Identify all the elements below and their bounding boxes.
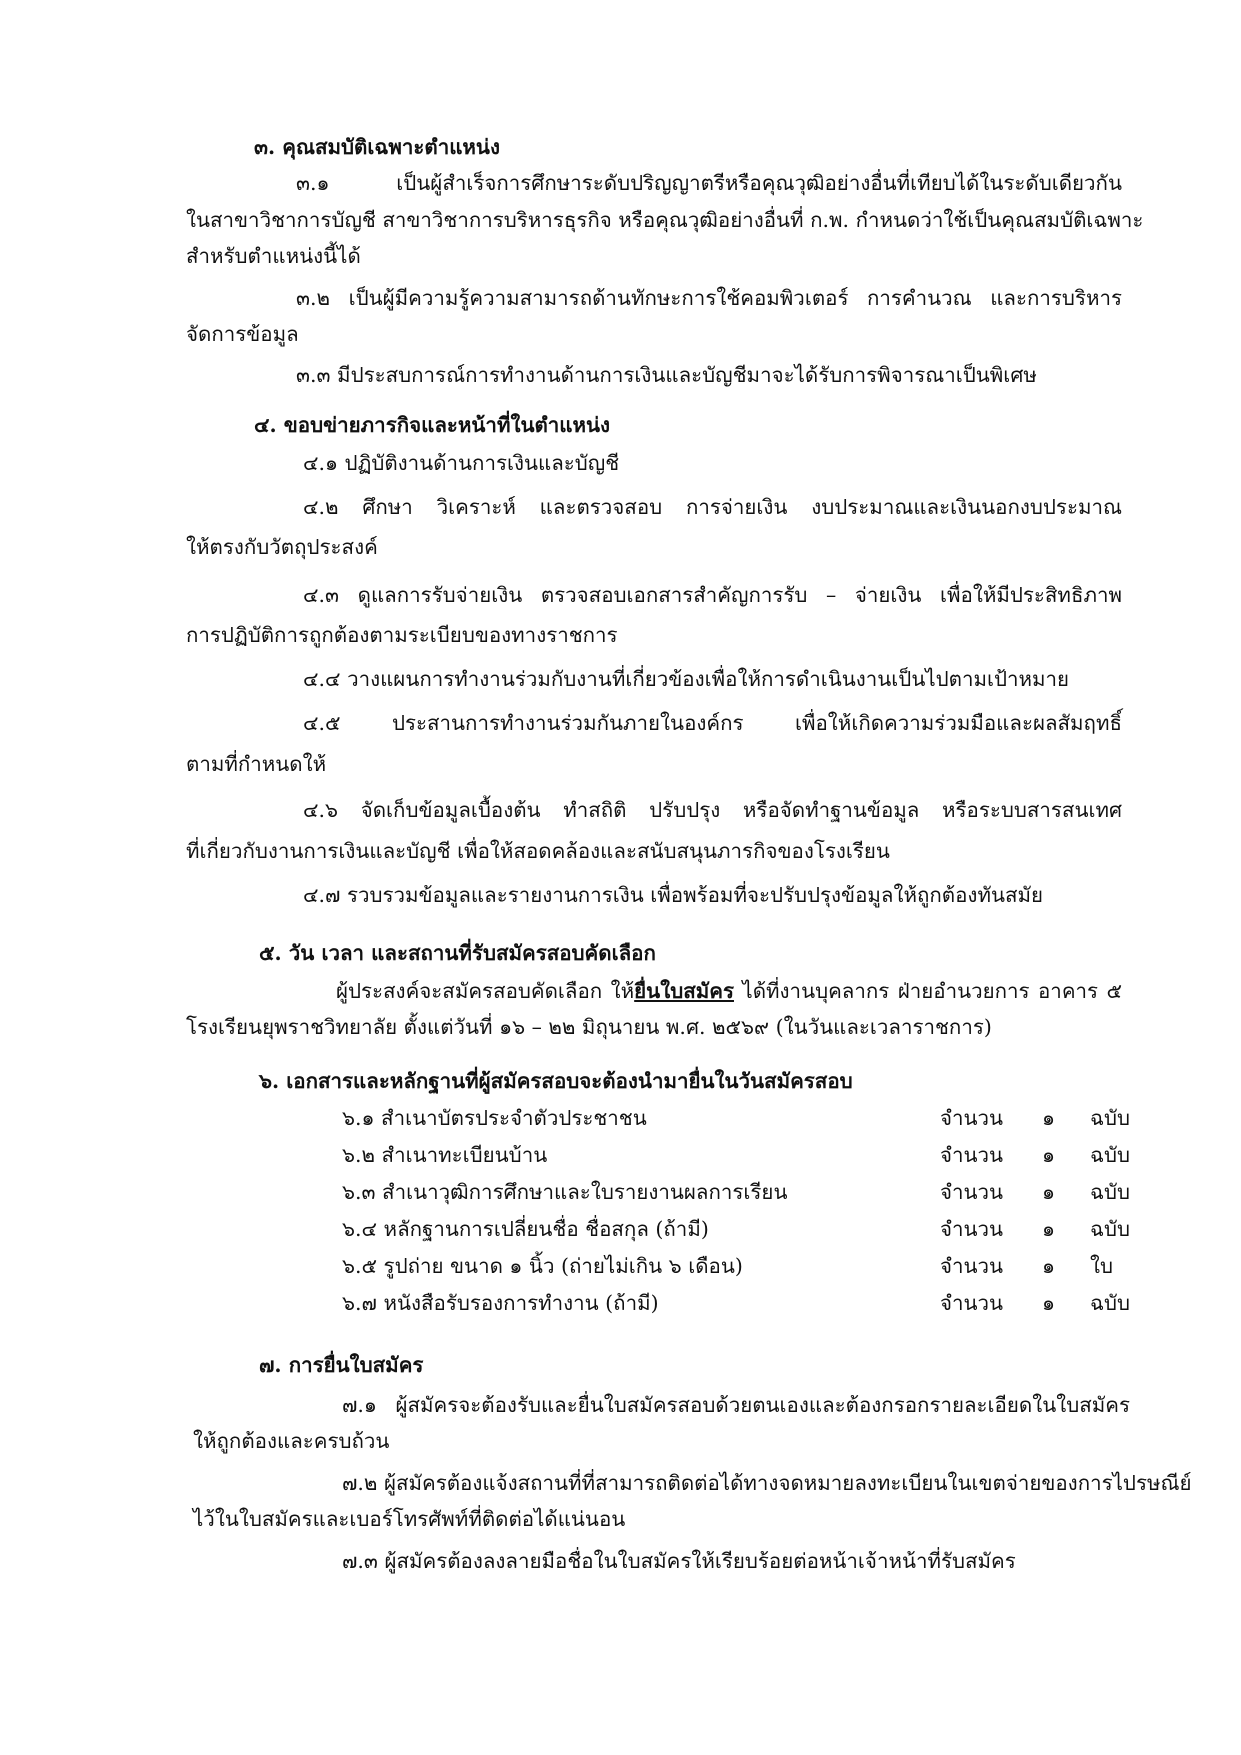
section-7-2-line-2: ไว้ในใบสมัครและเบอร์โทรศัพท์ที่ติดต่อได้แน่นอน [193,1507,626,1531]
document-qty-label: จำนวน [940,1291,1004,1315]
section-7-3-line-1: ๗.๓ ผู้สมัครต้องลงลายมือชื่อในใบสมัครให้เรียบร้อยต่อหน้าเจ้าหน้าที่รับสมัคร [342,1549,1016,1573]
document-qty-number: ๑ [1042,1217,1056,1241]
section-6-heading: ๖. เอกสารและหลักฐานที่ผู้สมัครสอบจะต้องนำมายื่นในวันสมัครสอบ [259,1069,853,1093]
document-row [342,1103,1130,1133]
document-row [342,1214,1130,1244]
section-4-6-line-1: ๔.๖ จัดเก็บข้อมูลเบื้องต้น ทำสถิติ ปรับปรุง หรือจัดทำฐานข้อมูล หรือระบบสารสนเทศ [303,798,1122,822]
section-4-4: ๔.๔ วางแผนการทำงานร่วมกับงานที่เกี่ยวข้องเพื่อให้การดำเนินงานเป็นไปตามเป้าหมาย [303,667,1070,691]
section-4-heading: ๔. ขอบข่ายภารกิจและหน้าที่ในตำแหน่ง [254,413,611,437]
document-qty-number: ๑ [1042,1254,1056,1278]
section-4-3-line-1: ๔.๓ ดูแลการรับจ่ายเงิน ตรวจสอบเอกสารสำคัญการรับ – จ่ายเงิน เพื่อให้มีประสิทธิภาพ [303,583,1122,607]
document-name: ๖.๗ หนังสือรับรองการทำงาน (ถ้ามี) [342,1291,659,1315]
document-unit: ฉบับ [1090,1291,1130,1315]
section-4-1: ๔.๑ ปฏิบัติงานด้านการเงินและบัญชี [303,451,620,475]
document-name: ๖.๑ สำเนาบัตรประจำตัวประชาชน [342,1106,647,1130]
section-5-heading: ๕. วัน เวลา และสถานที่รับสมัครสอบคัดเลือก [259,941,656,965]
section-5-submit-emphasis: ยื่นใบสมัคร [634,979,734,1003]
document-unit: ฉบับ [1090,1180,1130,1204]
section-7-1-line-1: ๗.๑ ผู้สมัครจะต้องรับและยื่นใบสมัครสอบด้วยตนเองและต้องกรอกรายละเอียดในใบสมัคร [342,1393,1130,1417]
section-3-1-line-1: ๓.๑ เป็นผู้สำเร็จการศึกษาระดับปริญญาตรีหรือคุณวุฒิอย่างอื่นที่เทียบได้ในระดับเดียวกัน [296,171,1122,195]
section-3-1-line-2: ในสาขาวิชาการบัญชี สาขาวิชาการบริหารธุรกิจ หรือคุณวุฒิอย่างอื่นที่ ก.พ. กำหนดว่าใช้เป็นคุณสมบัติเฉพาะ [186,208,1144,232]
section-7-1-line-2: ให้ถูกต้องและครบถ้วน [193,1429,390,1453]
document-unit: ฉบับ [1090,1217,1130,1241]
section-4-5-line-1: ๔.๕ ประสานการทำงานร่วมกันภายในองค์กร เพื่อให้เกิดความร่วมมือและผลสัมฤทธิ์ [303,711,1122,735]
document-qty-label: จำนวน [940,1106,1004,1130]
document-qty-number: ๑ [1042,1291,1056,1315]
document-unit: ใบ [1090,1254,1114,1278]
document-name: ๖.๒ สำเนาทะเบียนบ้าน [342,1143,548,1167]
document-row [342,1251,1122,1281]
section-3-1-line-3: สำหรับตำแหน่งนี้ได้ [186,244,361,268]
section-3-3-line-1: ๓.๓ มีประสบการณ์การทำงานด้านการเงินและบัญชีมาจะได้รับการพิจารณาเป็นพิเศษ [296,363,1037,387]
document-name: ๖.๓ สำเนาวุฒิการศึกษาและใบรายงานผลการเรียน [342,1180,788,1204]
section-5-line-2: โรงเรียนยุพราชวิทยาลัย ตั้งแต่วันที่ ๑๖ – ๒๒ มิถุนายน พ.ศ. ๒๕๖๙ (ในวันและเวลาราชการ) [186,1015,992,1039]
document-row [342,1288,1130,1318]
document-qty-number: ๑ [1042,1106,1056,1130]
section-4-5-line-2: ตามที่กำหนดให้ [186,752,327,776]
document-row [342,1140,1130,1170]
document-name: ๖.๕ รูปถ่าย ขนาด ๑ นิ้ว (ถ่ายไม่เกิน ๖ เดือน) [342,1254,743,1278]
document-qty-label: จำนวน [940,1217,1004,1241]
document-qty-number: ๑ [1042,1180,1056,1204]
section-5-line-1 [336,976,1122,1006]
section-4-7: ๔.๗ รวบรวมข้อมูลและรายงานการเงิน เพื่อพร้อมที่จะปรับปรุงข้อมูลให้ถูกต้องทันสมัย [303,883,1044,907]
section-3-heading: ๓. คุณสมบัติเฉพาะตำแหน่ง [254,135,500,159]
section-5-text-pre: ผู้ประสงค์จะสมัครสอบคัดเลือก ให้ [336,979,635,1003]
section-3-2-line-1: ๓.๒ เป็นผู้มีความรู้ความสามารถด้านทักษะการใช้คอมพิวเตอร์ การคำนวณ และการบริหาร [296,286,1122,310]
document-row [342,1177,1130,1207]
section-4-2-line-2: ให้ตรงกับวัตถุประสงค์ [186,535,378,559]
section-7-heading: ๗. การยื่นใบสมัคร [259,1353,424,1377]
document-unit: ฉบับ [1090,1143,1130,1167]
document-qty-label: จำนวน [940,1143,1004,1167]
document-qty-label: จำนวน [940,1254,1004,1278]
section-4-6-line-2: ที่เกี่ยวกับงานการเงินและบัญชี เพื่อให้สอดคล้องและสนับสนุนภารกิจของโรงเรียน [186,839,890,863]
section-7-2-line-1: ๗.๒ ผู้สมัครต้องแจ้งสถานที่ที่สามารถติดต่อได้ทางจดหมายลงทะเบียนในเขตจ่ายของการไปรษณีย์ [342,1471,1192,1495]
document-qty-number: ๑ [1042,1143,1056,1167]
document-unit: ฉบับ [1090,1106,1130,1130]
section-3-2-line-2: จัดการข้อมูล [186,322,299,346]
document-name: ๖.๔ หลักฐานการเปลี่ยนชื่อ ชื่อสกุล (ถ้ามี) [342,1217,709,1241]
section-4-2-line-1: ๔.๒ ศึกษา วิเคราะห์ และตรวจสอบ การจ่ายเงิน งบประมาณและเงินนอกงบประมาณ [303,495,1122,519]
document-qty-label: จำนวน [940,1180,1004,1204]
section-5-text-post: ได้ที่งานบุคลากร ฝ่ายอำนวยการ อาคาร ๕ [733,979,1122,1003]
section-4-3-line-2: การปฏิบัติการถูกต้องตามระเบียบของทางราชการ [186,623,618,647]
